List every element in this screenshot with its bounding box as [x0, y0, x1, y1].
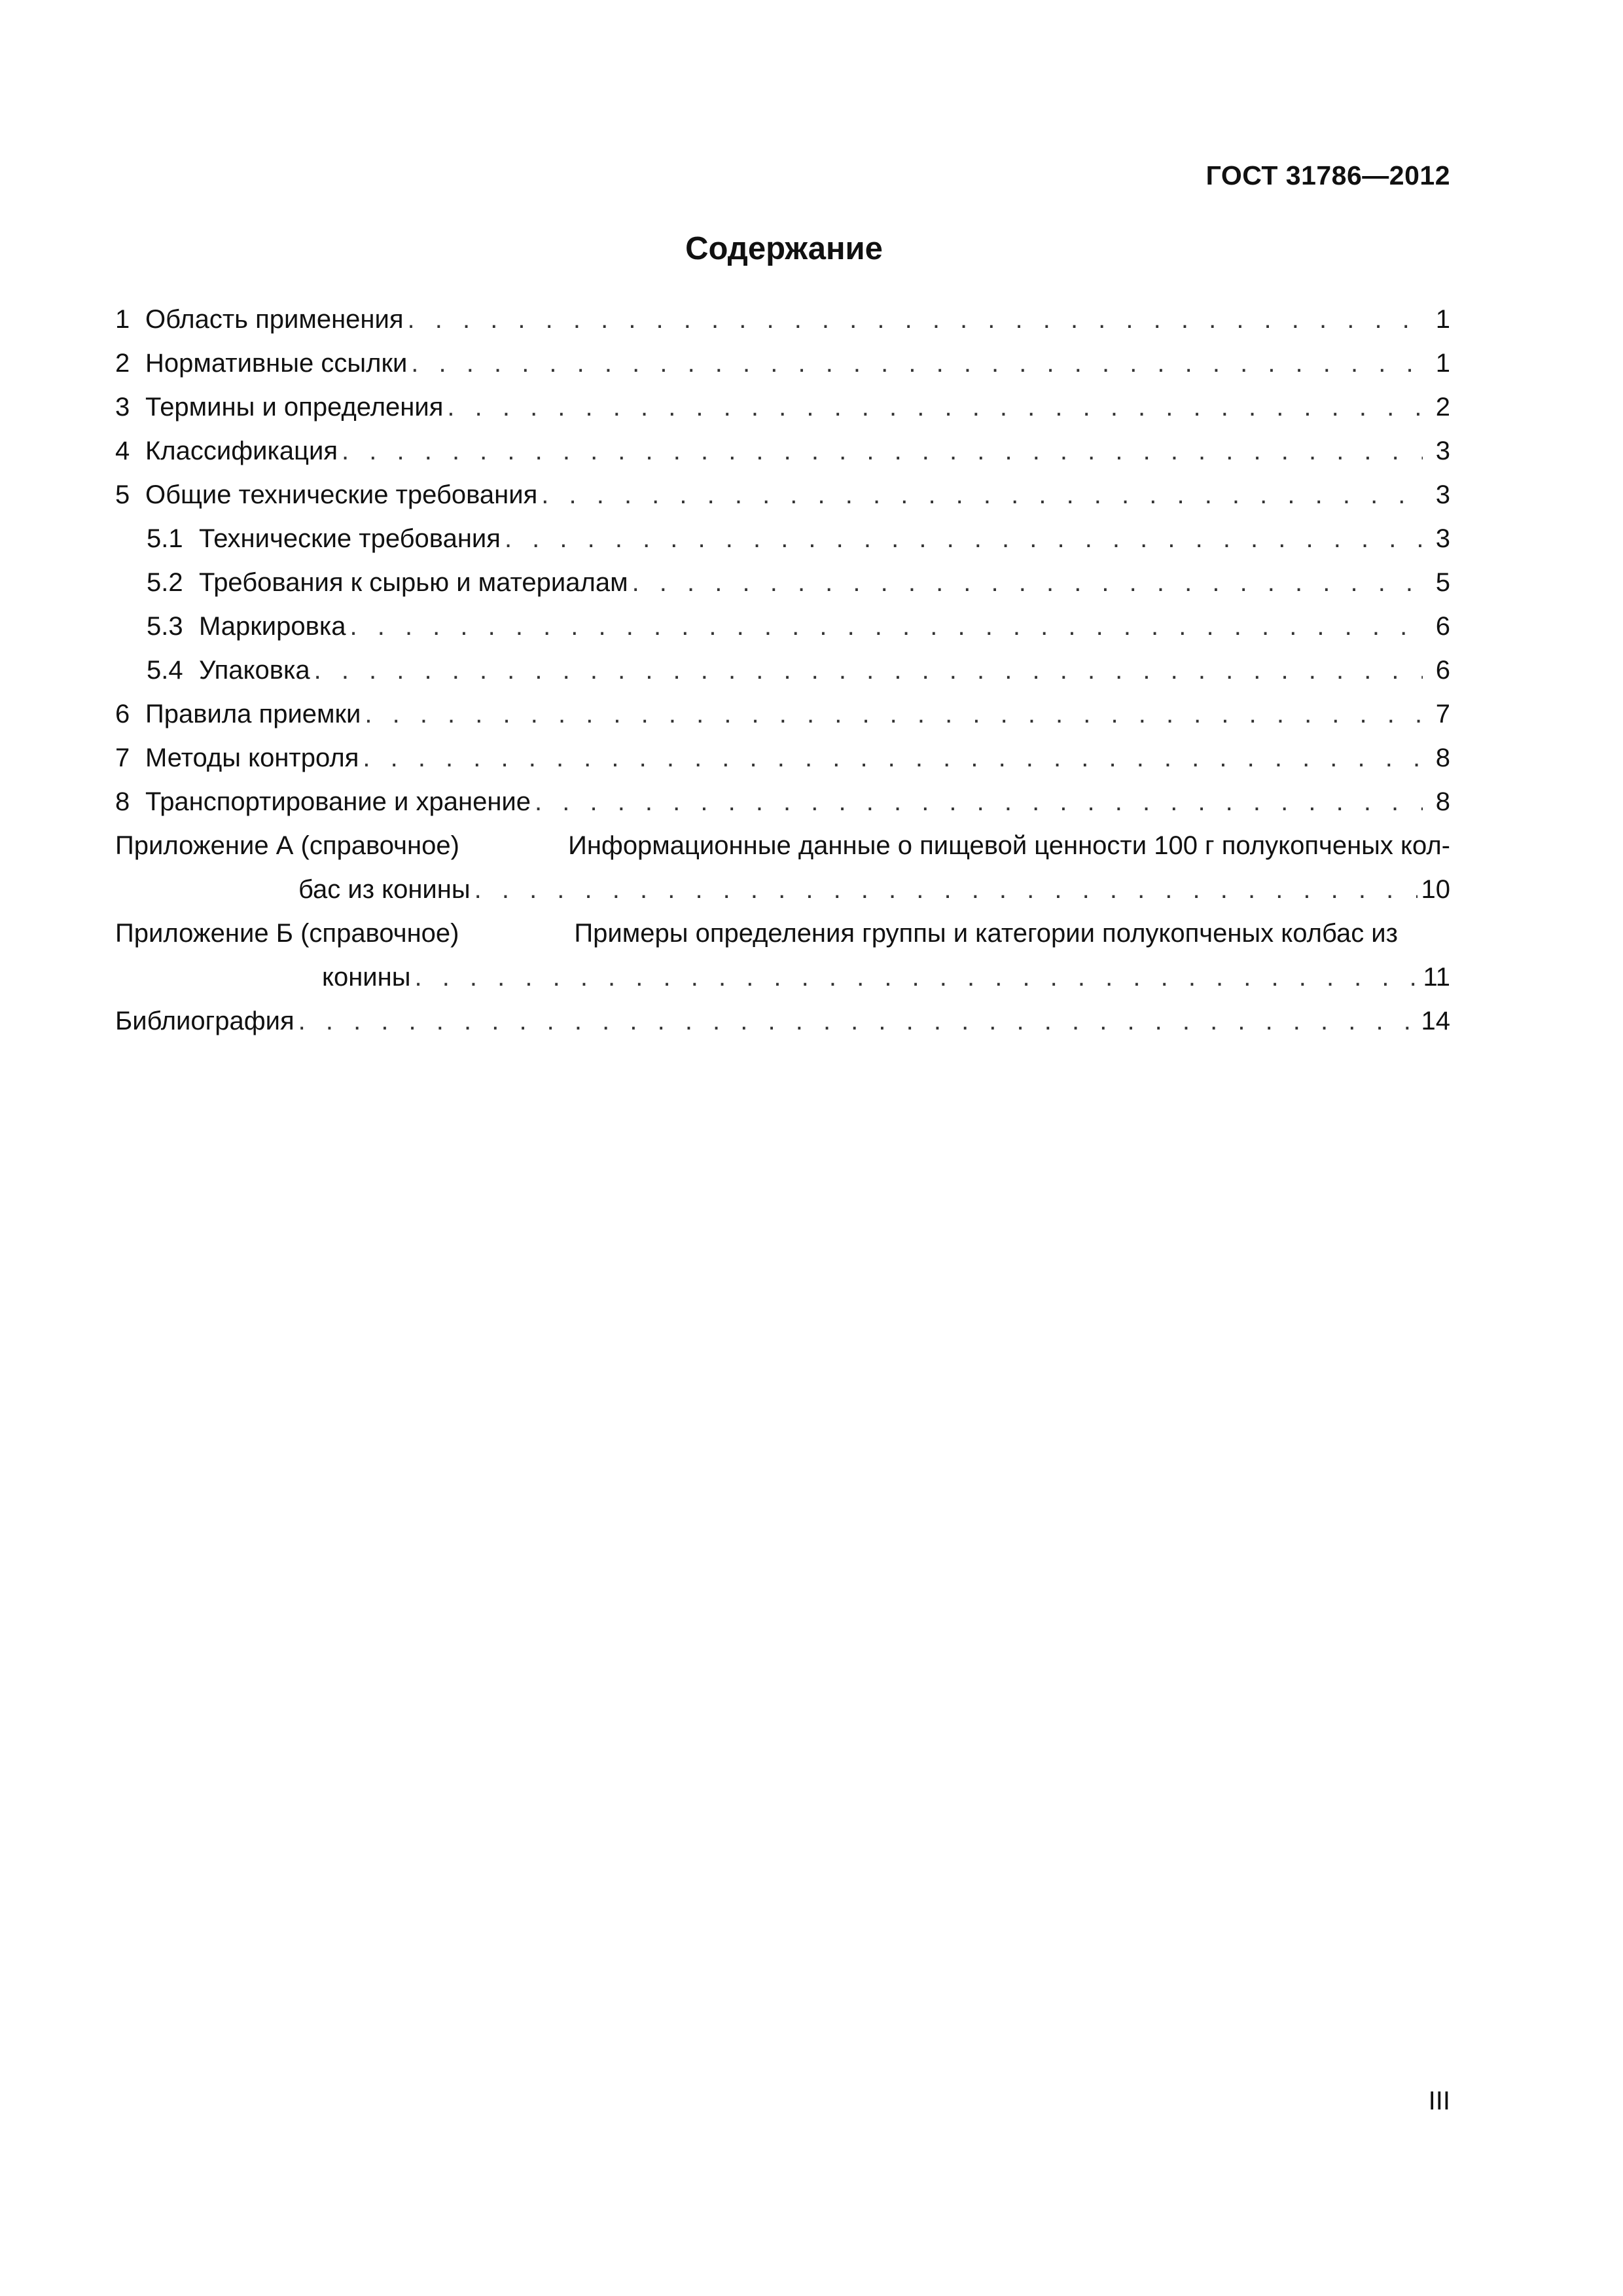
page-number: III	[1428, 2087, 1450, 2115]
dot-leader	[535, 780, 1423, 824]
toc-appendix-a[interactable]	[115, 824, 1450, 912]
toc-item-label: Термины и определения	[145, 393, 444, 422]
dot-leader	[414, 956, 1419, 999]
toc-item-page: 6	[1435, 612, 1450, 641]
toc-item-page: 3	[1435, 480, 1450, 509]
dot-leader	[298, 999, 1418, 1043]
toc-item-label: Требования к сырью и материалам	[199, 568, 628, 597]
appendix-a-page: 10	[1421, 875, 1450, 904]
toc-item-label: Область применения	[145, 305, 404, 334]
toc-item-page: 3	[1435, 524, 1450, 553]
toc-item-number: 4	[115, 437, 130, 465]
toc-item-number: 5	[115, 480, 130, 509]
dot-leader	[505, 517, 1423, 561]
toc-item-8[interactable]	[115, 780, 1450, 824]
appendix-a-line-2	[115, 868, 1450, 912]
toc-item-2[interactable]	[115, 342, 1450, 386]
dot-leader	[342, 429, 1423, 473]
appendix-b-line-1	[115, 912, 1450, 956]
toc-item-page: 1	[1435, 305, 1450, 334]
toc-item-number: 2	[115, 349, 130, 378]
toc-item-page: 5	[1435, 568, 1450, 597]
dot-leader	[408, 298, 1423, 342]
toc-item-6[interactable]	[115, 692, 1450, 736]
toc-item-number: 8	[115, 787, 130, 816]
toc-item-label: Общие технические требования	[145, 480, 538, 509]
toc-item-label: Нормативные ссылки	[145, 349, 408, 378]
toc-item-page: 2	[1435, 393, 1450, 422]
appendix-a-title-line-1: Информационные данные о пищевой ценности 100 г полукопченых кол-	[568, 831, 1450, 860]
toc-item-number: 5.1	[147, 524, 183, 553]
appendix-b-prefix: Приложение Б (справочное)	[115, 919, 459, 948]
dot-leader	[314, 649, 1423, 692]
toc-item-label: Упаковка	[199, 656, 310, 685]
dot-leader	[632, 561, 1423, 605]
toc-item-label: Методы контроля	[145, 744, 359, 772]
appendix-b-title-line-1: Примеры определения группы и категории полукопченых колбас из	[574, 919, 1398, 948]
toc-item-number: 5.2	[147, 568, 183, 597]
toc-item-5[interactable]	[115, 473, 1450, 517]
dot-leader	[349, 605, 1423, 649]
toc-item-number: 3	[115, 393, 130, 422]
toc-item-number: 5.4	[147, 656, 183, 685]
toc-item-number: 5.3	[147, 612, 183, 641]
toc-item-number: 6	[115, 700, 130, 728]
dot-leader	[474, 868, 1418, 912]
appendix-a-title-line-2: бас из конины	[298, 875, 471, 904]
toc-item-4[interactable]	[115, 429, 1450, 473]
document-code: ГОСТ 31786—2012	[1205, 160, 1450, 190]
appendix-b-title-line-2: конины	[322, 963, 411, 992]
toc-item-3[interactable]	[115, 386, 1450, 429]
table-of-contents	[115, 298, 1450, 1043]
toc-item-7[interactable]	[115, 736, 1450, 780]
toc-item-5-2[interactable]	[115, 561, 1450, 605]
toc-item-5-4[interactable]	[115, 649, 1450, 692]
toc-item-label: Транспортирование и хранение	[145, 787, 531, 816]
toc-item-number: 1	[115, 305, 130, 334]
appendix-b-page: 11	[1423, 963, 1450, 992]
toc-item-1[interactable]	[115, 298, 1450, 342]
toc-item-label: Правила приемки	[145, 700, 361, 728]
toc-item-page: 6	[1435, 656, 1450, 685]
toc-item-label: Классификация	[145, 437, 338, 465]
toc-item-page: 8	[1435, 787, 1450, 816]
toc-item-page: 1	[1435, 349, 1450, 378]
toc-item-number: 7	[115, 744, 130, 772]
toc-appendix-b[interactable]	[115, 912, 1450, 999]
dot-leader	[411, 342, 1423, 386]
toc-title: Содержание	[685, 231, 883, 266]
dot-leader	[541, 473, 1423, 517]
toc-item-5-3[interactable]	[115, 605, 1450, 649]
appendix-a-prefix: Приложение А (справочное)	[115, 831, 459, 860]
bibliography-page: 14	[1421, 1007, 1450, 1035]
appendix-b-line-2	[115, 956, 1450, 999]
toc-item-page: 7	[1435, 700, 1450, 728]
dot-leader	[447, 386, 1423, 429]
dot-leader	[365, 692, 1423, 736]
toc-item-label: Маркировка	[199, 612, 346, 641]
toc-item-page: 8	[1435, 744, 1450, 772]
toc-item-label: Технические требования	[199, 524, 501, 553]
dot-leader	[363, 736, 1423, 780]
toc-item-5-1[interactable]	[115, 517, 1450, 561]
appendix-a-line-1	[115, 824, 1450, 868]
toc-item-page: 3	[1435, 437, 1450, 465]
toc-bibliography[interactable]	[115, 999, 1450, 1043]
bibliography-label: Библиография	[115, 1007, 294, 1035]
